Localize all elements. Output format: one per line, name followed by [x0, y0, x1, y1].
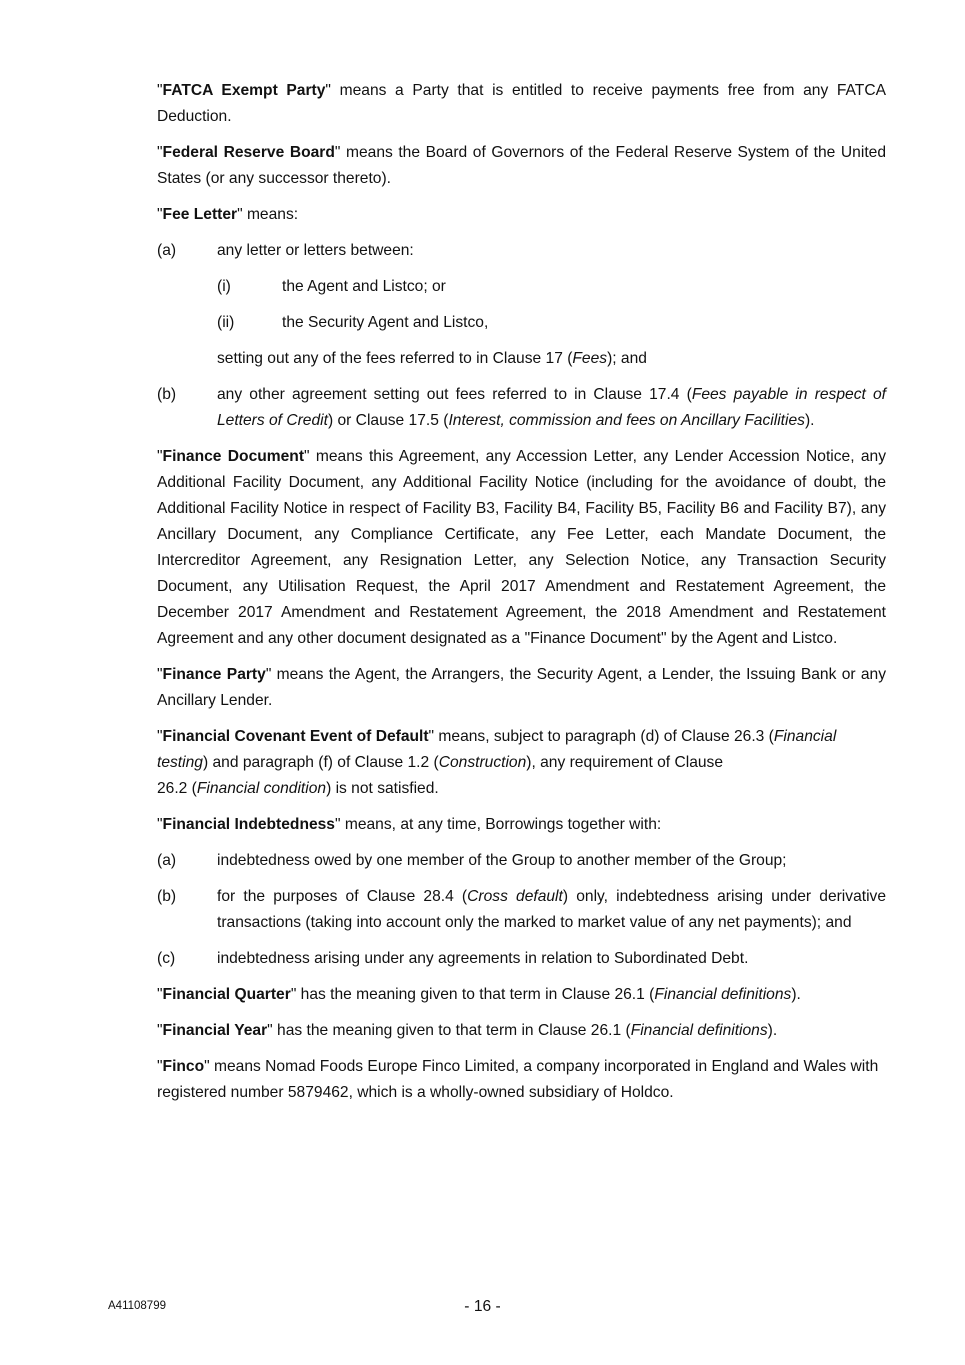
defined-term: Financial Year [162, 1022, 268, 1039]
page-number: - 16 - [464, 1298, 501, 1315]
list-item: (b) any other agreement setting out fees referred to in Clause 17.4 (Fees payable in respect of Letters of Credit) or Clause 17.5 (Interest, commission and fees on Ancillary Facilities). [157, 386, 886, 429]
defined-term: Finco [162, 1058, 205, 1075]
list-item: (a) any letter or letters between: [157, 242, 414, 259]
document-body [157, 78, 886, 1116]
defined-term: Federal Reserve Board [162, 144, 335, 161]
defined-term: Fee Letter [162, 206, 238, 223]
list-item: (c) indebtedness arising under any agreements in relation to Subordinated Debt. [157, 950, 749, 967]
definition-finance-document: "Finance Document" means this Agreement, any Accession Letter, any Lender Accession Notice, any Additional Facility Document, any Additional Facility Notice (including for the avoidance of doubt, the Additional Facility Notice in respect of Facility B3, Facility B4, Facility B5, Facility B6 and Facility B7), any Ancillary Document, any Compliance Certificate, any Fee Letter, each Mandate Document, the Intercreditor Agreement, any Resignation Letter, any Selection Notice, any Transaction Security Document, any Utilisation Request, the April 2017 Amendment and Restatement Agreement, the December 2017 Amendment and Restatement Agreement, the 2018 Amendment and Restatement Agreement and any other document designated as a "Finance Document" by the Agent and Listco. [157, 448, 887, 647]
list-item: (a) indebtedness owed by one member of the Group to another member of the Group; [157, 852, 787, 869]
definition-financial-quarter: "Financial Quarter" has the meaning given to that term in Clause 26.1 (Financial definitions). [157, 986, 801, 1003]
definition-fatca-exempt-party: "FATCA Exempt Party" means a Party that is entitled to receive payments free from any FATCA Deduction. [157, 82, 886, 125]
list-continuation: setting out any of the fees referred to in Clause 17 (Fees); and [217, 350, 647, 367]
document-reference: A41108799 [108, 1300, 166, 1312]
definition-financial-year: "Financial Year" has the meaning given to that term in Clause 26.1 (Financial definitions). [157, 1022, 778, 1039]
definition-financial-covenant-event-of-default: "Financial Covenant Event of Default" means, subject to paragraph (d) of Clause 26.3 (Financial testing) and paragraph (f) of Clause 1.2 (Construction), any requirement of Clause 26.2 (Financial condition) is not satisfied. [157, 728, 837, 797]
defined-term: Financial Covenant Event of Default [162, 728, 429, 745]
list-item: (b) for the purposes of Clause 28.4 (Cross default) only, indebtedness arising under derivative transactions (taking into account only the marked to market value of any net payments); and [157, 888, 887, 931]
defined-term: Financial Quarter [162, 986, 291, 1003]
defined-term: Finance Party [162, 666, 266, 683]
defined-term: Financial Indebtedness [162, 816, 335, 833]
definition-federal-reserve-board: "Federal Reserve Board" means the Board of Governors of the Federal Reserve System of the United States (or any successor thereto). [157, 144, 886, 187]
definition-financial-indebtedness: "Financial Indebtedness" means, at any time, Borrowings together with: [157, 816, 662, 833]
list-item: (ii) the Security Agent and Listco, [217, 314, 489, 331]
defined-term: FATCA Exempt Party [162, 82, 326, 99]
definition-finance-party: "Finance Party" means the Agent, the Arrangers, the Security Agent, a Lender, the Issuing Bank or any Ancillary Lender. [157, 666, 887, 709]
definition-fee-letter: "Fee Letter" means: [157, 206, 299, 223]
list-item: (i) the Agent and Listco; or [217, 278, 446, 295]
defined-term: Finance Document [162, 448, 305, 465]
definition-finco: "Finco" means Nomad Foods Europe Finco Limited, a company incorporated in England and Wales with registered number 5879462, which is a wholly-owned subsidiary of Holdco. [157, 1058, 879, 1101]
